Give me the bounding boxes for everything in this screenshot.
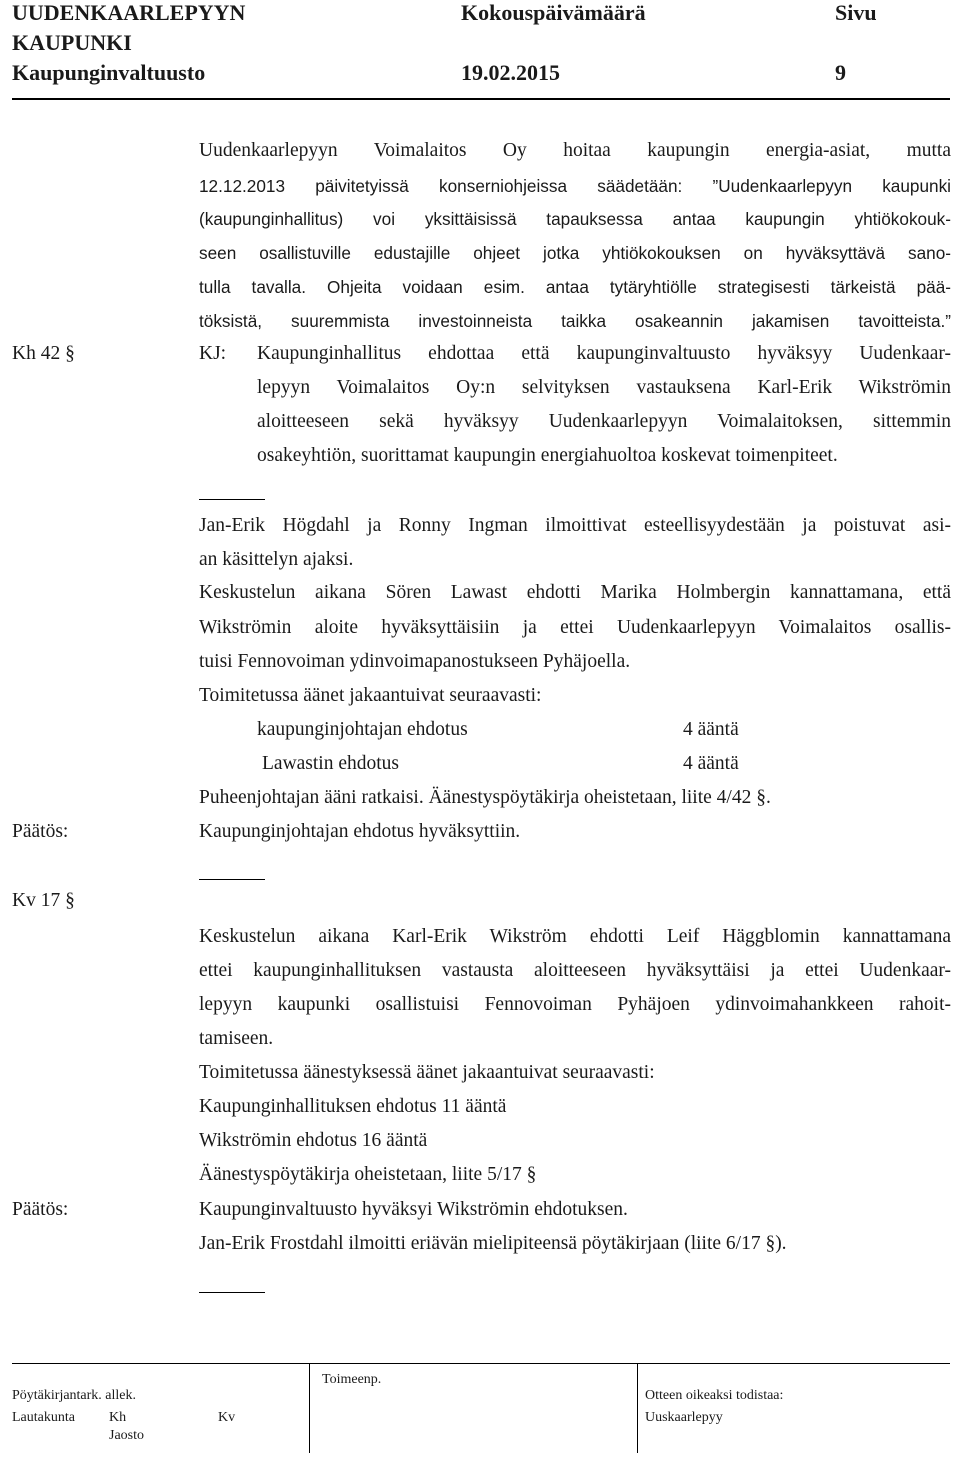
footer-col-kh: Kh [109, 1410, 127, 1425]
intro-line: Uudenkaarlepyyn Voimalaitos Oy hoitaa kaupungin energia-asiat, mutta [199, 140, 951, 161]
body-name: Kaupunginvaltuusto [12, 60, 206, 85]
discussion-line: an käsittelyn ajaksi. [199, 549, 354, 570]
proposal-line: osakeyhtiön, suorittamat kaupungin energiahuoltoa koskevat toimenpiteet. [257, 445, 838, 466]
proposal-line: aloitteeseen sekä hyväksyy Uudenkaarlepyyn Voimalaitoksen, sittemmin [257, 411, 951, 432]
dissent-text: Jan-Erik Frostdahl ilmoitti eriävän mielipiteensä pöytäkirjaan (liite 6/17 §). [199, 1233, 787, 1254]
date-label: Kokouspäivämäärä [461, 0, 646, 25]
intro-line: (kaupunginhallitus) voi yksittäisissä tapauksessa antaa kaupungin yhtiökokouk- [199, 209, 951, 229]
vote-option-count: 4 ääntä [683, 753, 739, 774]
section-label-kv17: Kv 17 § [12, 890, 75, 911]
certified-label: Otteen oikeaksi todistaa: [645, 1388, 784, 1403]
section-label-kh42: Kh 42 § [12, 343, 75, 364]
meeting-date: 19.02.2015 [461, 60, 560, 85]
decision-text: Kaupunginvaltuusto hyväksyi Wikströmin ehdotuksen. [199, 1199, 628, 1220]
kv17-line: Kaupunginhallituksen ehdotus 11 ääntä [199, 1096, 507, 1117]
vote-result: Puheenjohtajan ääni ratkaisi. Äänestyspöytäkirja oheistetaan, liite 4/42 §. [199, 787, 771, 808]
kv17-line: Keskustelun aikana Karl-Erik Wikström ehdotti Leif Häggblomin kannattamana [199, 926, 951, 947]
kv17-line: lepyyn kaupunki osallistuisi Fennovoiman Pyhäjoen ydinvoimahankkeen rahoit- [199, 994, 951, 1015]
kj-label: KJ: [199, 343, 227, 364]
separator [199, 1292, 265, 1293]
footer-col-jaosto: Jaosto [109, 1428, 144, 1443]
org-name-line2: KAUPUNKI [12, 30, 132, 55]
discussion-line: Keskustelun aikana Sören Lawast ehdotti Marika Holmbergin kannattamana, että [199, 582, 951, 603]
kv17-line: ettei kaupunginhallituksen vastausta aloitteeseen hyväksyttäisi ja ettei Uudenkaar- [199, 960, 951, 981]
footer-column-divider [637, 1363, 638, 1453]
discussion-line: Toimitetussa äänet jakaantuivat seuraavasti: [199, 685, 542, 706]
footer-col-kv: Kv [218, 1410, 236, 1425]
intro-line: 12.12.2013 päivitetyissä konserniohjeissa säädetään: ”Uudenkaarlepyyn kaupunki [199, 176, 951, 196]
action-label: Toimeenp. [322, 1372, 382, 1387]
minutes-check-label: Pöytäkirjantark. allek. [12, 1388, 137, 1403]
proposal-line: Kaupunginhallitus ehdottaa että kaupunginvaltuusto hyväksyy Uudenkaar- [257, 343, 951, 364]
org-name-line1: UUDENKAARLEPYYN [12, 0, 246, 25]
page-number: 9 [835, 60, 846, 85]
decision-text: Kaupunginjohtajan ehdotus hyväksyttiin. [199, 821, 521, 842]
kv17-line: tamiseen. [199, 1028, 274, 1049]
discussion-line: tuisi Fennovoiman ydinvoimapanostukseen Pyhäjoella. [199, 651, 631, 672]
decision-label: Päätös: [12, 821, 69, 842]
header-divider [12, 98, 950, 100]
vote-option-count: 4 ääntä [683, 719, 739, 740]
town-name: Uuskaarlepyy [645, 1410, 723, 1425]
discussion-line: Jan-Erik Högdahl ja Ronny Ingman ilmoittivat esteellisyydestään ja poistuvat asi- [199, 515, 951, 536]
footer-column-divider [309, 1363, 310, 1453]
intro-line: töksistä, suuremmista investoinneista taikka osakeannin jakamisen tavoitteista.” [199, 311, 951, 331]
kv17-line: Toimitetussa äänestyksessä äänet jakaantuivat seuraavasti: [199, 1062, 655, 1083]
separator [199, 499, 265, 500]
vote-option-name: Lawastin ehdotus [262, 753, 400, 774]
kv17-line: Äänestyspöytäkirja oheistetaan, liite 5/17 § [199, 1164, 537, 1185]
intro-line: tulla tavalla. Ohjeita voidaan esim. antaa tytäryhtiölle strategisesti tärkeistä pää- [199, 277, 951, 297]
intro-line: seen osallistuville edustajille ohjeet jotka yhtiökokouksen on hyväksyttävä sano- [199, 243, 951, 263]
page-label: Sivu [835, 0, 877, 25]
decision-label: Päätös: [12, 1199, 69, 1220]
discussion-line: Wikströmin aloite hyväksyttäisiin ja ettei Uudenkaarlepyyn Voimalaitos osallis- [199, 617, 951, 638]
vote-option-name: kaupunginjohtajan ehdotus [257, 719, 468, 740]
proposal-line: lepyyn Voimalaitos Oy:n selvityksen vastauksena Karl-Erik Wikströmin [257, 377, 951, 398]
kv17-line: Wikströmin ehdotus 16 ääntä [199, 1130, 428, 1151]
footer-col-lautakunta: Lautakunta [12, 1410, 75, 1425]
separator [199, 879, 265, 880]
footer-divider [12, 1363, 950, 1364]
